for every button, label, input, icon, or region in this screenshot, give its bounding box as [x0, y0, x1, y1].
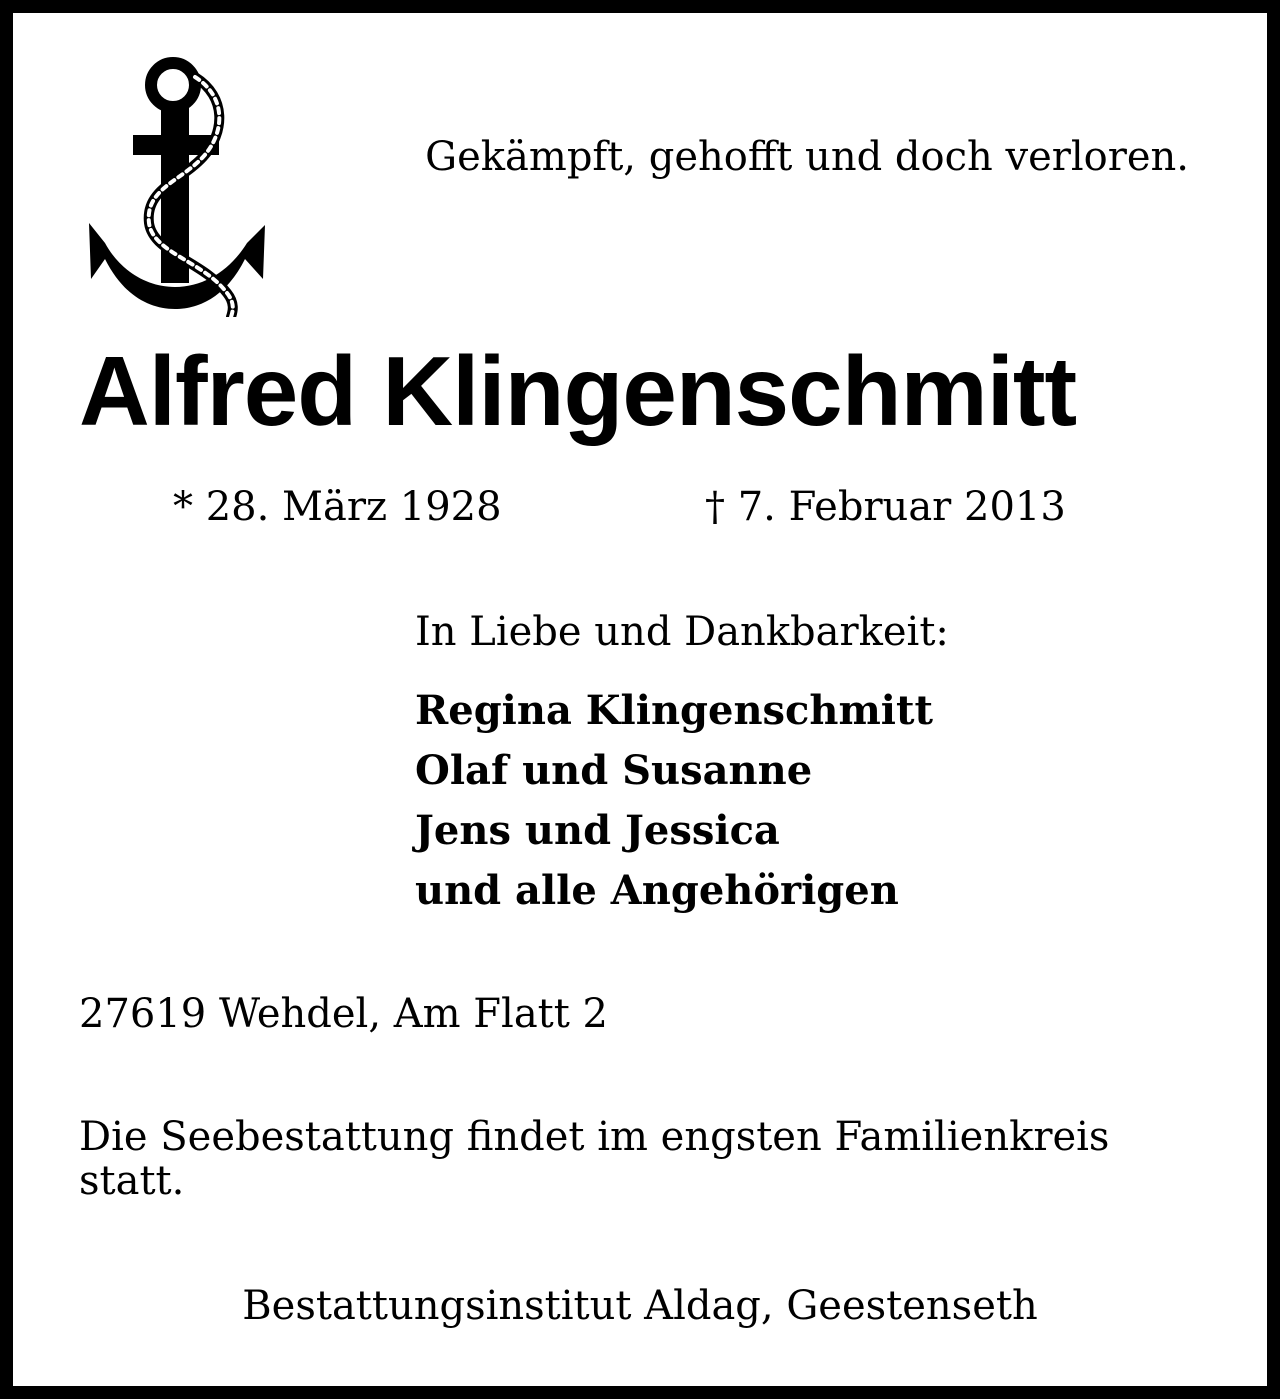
- death-date: † 7. Februar 2013: [705, 484, 1066, 530]
- mourners-list: [415, 681, 933, 921]
- mourner: Jens und Jessica: [415, 807, 780, 854]
- mourner: Regina Klingenschmitt: [415, 687, 933, 734]
- burial-notice: Die Seebestattung findet im engsten Familienkreis statt.: [79, 1114, 1110, 1204]
- deceased-name: Alfred Klingenschmitt: [79, 336, 1077, 446]
- anchor-icon: [75, 47, 275, 317]
- mourner: und alle Angehörigen: [415, 867, 899, 914]
- motto: Gekämpft, gehofft und doch verloren.: [425, 134, 1189, 180]
- mourner: Olaf und Susanne: [415, 747, 813, 794]
- address: 27619 Wehdel, Am Flatt 2: [79, 991, 608, 1037]
- funeral-home: Bestattungsinstitut Aldag, Geestenseth: [242, 1283, 1038, 1329]
- birth-date: * 28. März 1928: [173, 484, 502, 530]
- mourners-intro: In Liebe und Dankbarkeit:: [415, 609, 949, 655]
